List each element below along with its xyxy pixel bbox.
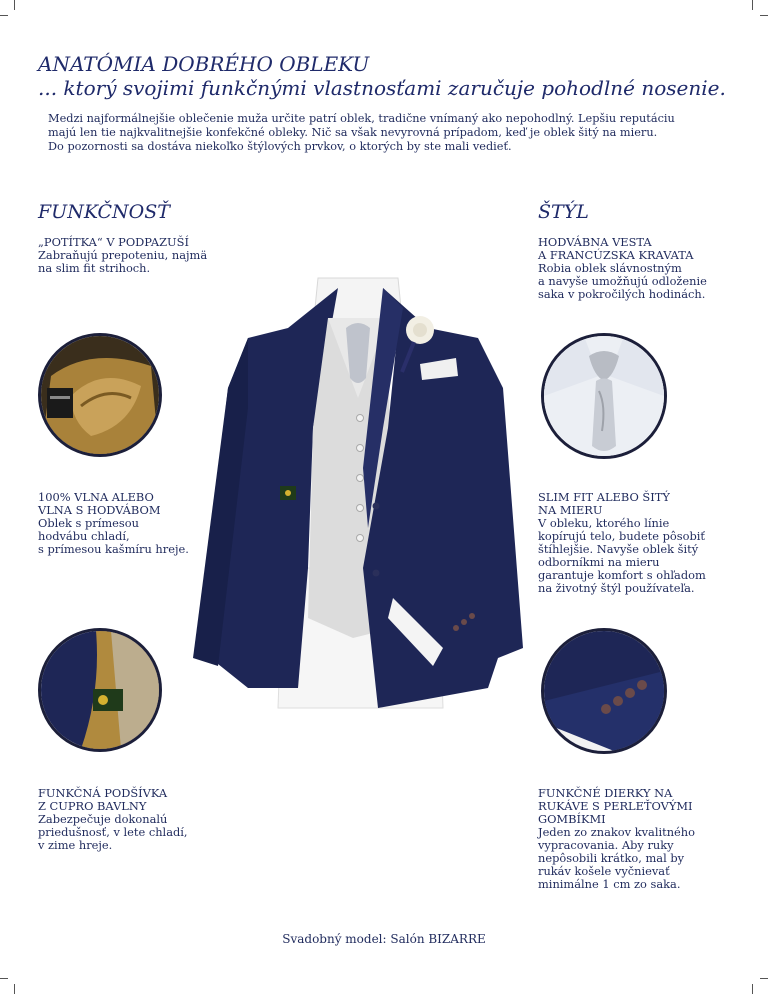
- intro-text: [48, 112, 738, 154]
- feature-text: vypracovania. Aby ruky: [538, 838, 674, 852]
- feature-title: FUNKČNÉ DIERKY NA: [538, 786, 673, 800]
- feature-text: V obleku, ktorého línie: [538, 516, 670, 530]
- suit-illustration: [188, 268, 528, 718]
- feature-text: Robia oblek slávnostným: [538, 261, 682, 275]
- feature-text: Zabraňujú prepoteniu, najmä: [38, 248, 208, 262]
- feature-block-dierky: [538, 787, 695, 891]
- feature-title: A FRANCÚZSKA KRAVATA: [538, 248, 694, 262]
- feature-title: NA MIERU: [538, 503, 603, 517]
- intro-line: majú len tie najkvalitnejšie konfekčné obleky. Nič sa však nevyrovná prípadom, keď je oblek šitý na mieru.: [48, 126, 658, 139]
- feature-block-vlna: [38, 491, 189, 556]
- feature-block-slimfit: [538, 491, 706, 595]
- feature-title: GOMBÍKMI: [538, 812, 606, 826]
- feature-title: RUKÁVE S PERLEŤOVÝMI: [538, 799, 693, 813]
- feature-text: saka v pokročilých hodinách.: [538, 287, 706, 301]
- crop-mark: [0, 978, 8, 979]
- feature-text: na slim fit strihoch.: [38, 261, 151, 275]
- crop-mark: [752, 984, 753, 994]
- intro-line: Do pozornosti sa dostáva niekoľko štýlových prvkov, o ktorých by ste mali vedieť.: [48, 140, 512, 153]
- feature-title: FUNKČNÁ PODŠÍVKA: [38, 786, 168, 800]
- section-heading-styl: ŠTÝL: [538, 201, 589, 223]
- feature-text: s prímesou kašmíru hreje.: [38, 542, 189, 556]
- feature-text: garantuje komfort s ohľadom: [538, 568, 706, 582]
- page-subtitle: ... ktorý svojimi funkčnými vlastnosťami zaručuje pohodlné nosenie.: [38, 76, 726, 100]
- feature-text: na životný štýl používateľa.: [538, 581, 695, 595]
- feature-text: štíhlejšie. Navyše oblek šitý: [538, 542, 699, 556]
- crop-mark: [752, 0, 753, 10]
- feature-text: priedušnosť, v lete chladí,: [38, 825, 188, 839]
- feature-title: 100% VLNA ALEBO: [38, 490, 154, 504]
- footer-credit: Svadobný model: Salón BIZARRE: [282, 932, 486, 946]
- section-heading-funkcnost: FUNKČNOSŤ: [38, 201, 170, 223]
- crop-mark: [760, 15, 768, 16]
- feature-title: VLNA S HODVÁBOM: [38, 503, 161, 517]
- feature-title: Z CUPRO BAVLNY: [38, 799, 147, 813]
- feature-text: minimálne 1 cm zo saka.: [538, 877, 681, 891]
- crop-mark: [14, 0, 15, 10]
- feature-title: SLIM FIT ALEBO ŠITÝ: [538, 490, 670, 504]
- feature-text: Jeden zo znakov kvalitného: [538, 825, 695, 839]
- feature-title: HODVÁBNA VESTA: [538, 235, 652, 249]
- feature-text: a navyše umožňujú odloženie: [538, 274, 707, 288]
- crop-mark: [14, 984, 15, 994]
- feature-text: v zime hreje.: [38, 838, 113, 852]
- feature-text: nepôsobili krátko, mal by: [538, 851, 685, 865]
- feature-text: odborníkmi na mieru: [538, 555, 660, 569]
- feature-text: kopírujú telo, budete pôsobiť: [538, 529, 705, 543]
- feature-text: hodvábu chladí,: [38, 529, 130, 543]
- detail-photo-lining: [38, 628, 162, 752]
- crop-mark: [760, 978, 768, 979]
- feature-block-podsivka: [38, 787, 188, 852]
- feature-text: Zabezpečuje dokonalú: [38, 812, 168, 826]
- intro-line: Medzi najformálnejšie oblečenie muža určite patrí oblek, tradične vnímaný ako nepohodlný. Lepšiu reputáciu: [48, 112, 675, 125]
- feature-block-potitka: [38, 236, 207, 275]
- feature-text: rukáv košele vyčnievať: [538, 864, 670, 878]
- page-title: ANATÓMIA DOBRÉHO OBLEKU: [38, 52, 370, 76]
- feature-title: „POTÍTKA“ V PODPAZUŠÍ: [38, 235, 189, 249]
- feature-text: Oblek s prímesou: [38, 516, 139, 530]
- detail-photo-armpit: [38, 333, 162, 457]
- detail-photo-tie: [541, 333, 667, 459]
- detail-photo-sleeve-buttons: [541, 628, 667, 754]
- crop-mark: [0, 15, 8, 16]
- feature-block-vesta: [538, 236, 707, 301]
